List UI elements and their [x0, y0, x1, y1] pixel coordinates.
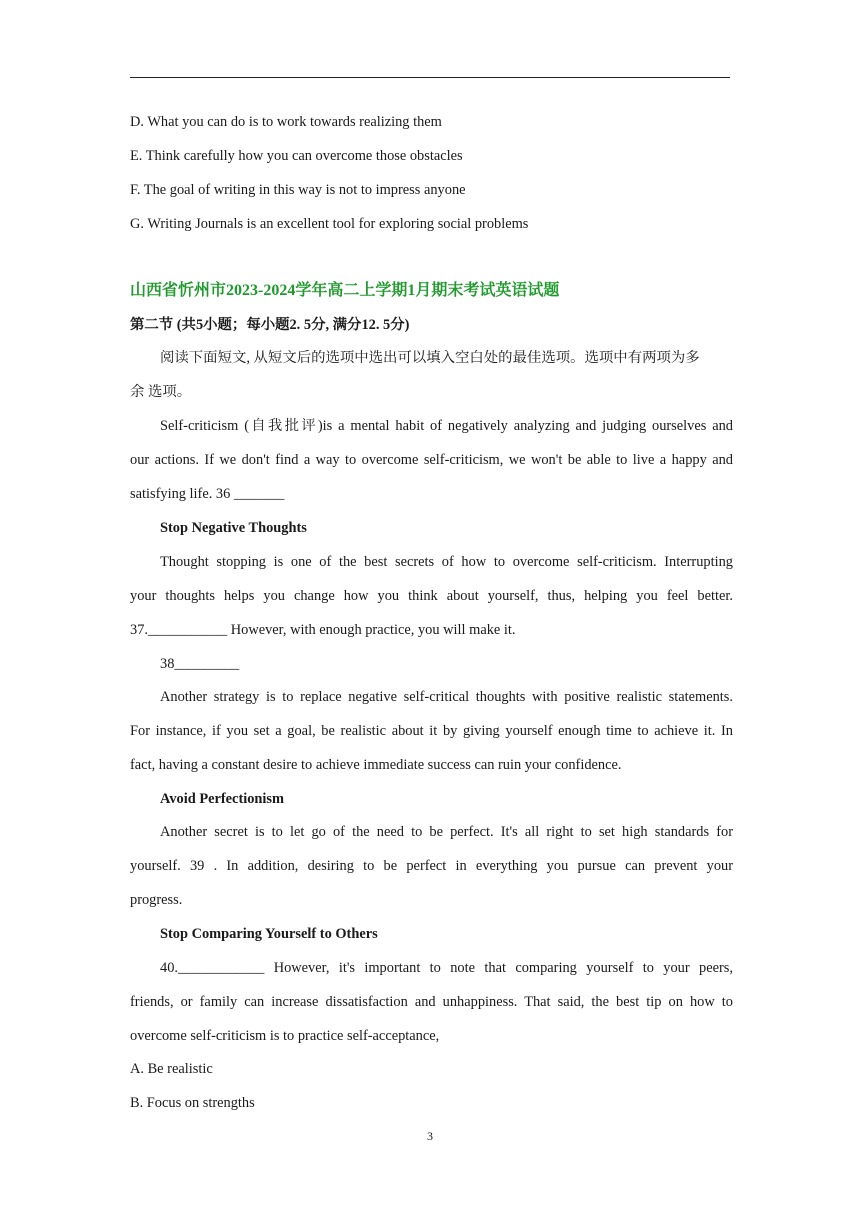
para1-line-3: 37.___________ However, with enough practice, you will make it.: [130, 622, 516, 638]
para1-line-1: Thought stopping is one of the best secrets of how to overcome self-criticism. Interrupting: [160, 554, 733, 570]
heading-avoid-perfectionism: Avoid Perfectionism: [160, 791, 285, 807]
para3-line-1: Another secret is to let go of the need to be perfect. It's all right to set high standards for: [160, 824, 733, 840]
para2-line-1: Another strategy is to replace negative self-critical thoughts with positive realistic statements.: [160, 689, 733, 705]
para3-line-2: yourself. 39 . In addition, desiring to be perfect in everything you pursue can prevent your: [130, 858, 733, 874]
para1-line-2: your thoughts helps you change how you think about yourself, thus, helping you feel better.: [130, 588, 733, 604]
blank-38: 38_________: [160, 656, 240, 672]
header-rule: [130, 77, 730, 78]
para2-line-3: fact, having a constant desire to achieve immediate success can ruin your confidence.: [130, 757, 622, 773]
option-g: G. Writing Journals is an excellent tool for exploring social problems: [130, 216, 529, 232]
para4-line-2: friends, or family can increase dissatisfaction and unhappiness. That said, the best tip on how to: [130, 994, 733, 1010]
intro-line-1: Self-criticism (自我批评)is a mental habit of negatively analyzing and judging ourselves and: [160, 418, 733, 434]
intro-line-2: our actions. If we don't find a way to overcome self-criticism, we won't be able to live a happy and: [130, 452, 733, 468]
option-b: B. Focus on strengths: [130, 1095, 255, 1111]
para4-line-1: 40.____________ However, it's important to note that comparing yourself to your peers,: [160, 960, 733, 976]
heading-stop-negative-thoughts: Stop Negative Thoughts: [160, 520, 307, 536]
instructions-line-1: 阅读下面短文, 从短文后的选项中选出可以填入空白处的最佳选项。选项中有两项为多: [160, 350, 700, 366]
para2-line-2: For instance, if you set a goal, be realistic about it by giving yourself enough time to achieve it. In: [130, 723, 733, 739]
instructions-line-2: 余 选项。: [130, 384, 192, 400]
intro-line-3: satisfying life. 36 _______: [130, 486, 285, 502]
page-number: 3: [427, 1129, 433, 1143]
heading-stop-comparing: Stop Comparing Yourself to Others: [160, 926, 378, 942]
option-d: D. What you can do is to work towards realizing them: [130, 114, 442, 130]
para3-line-3: progress.: [130, 892, 183, 908]
part-heading: 第二节 (共5小题；每小题2. 5分, 满分12. 5分): [130, 317, 410, 333]
para4-line-3: overcome self-criticism is to practice self-acceptance,: [130, 1028, 440, 1044]
section-title: 山西省忻州市2023-2024学年高二上学期1月期末考试英语试题: [130, 282, 560, 299]
option-f: F. The goal of writing in this way is not to impress anyone: [130, 182, 466, 198]
option-e: E. Think carefully how you can overcome those obstacles: [130, 148, 463, 164]
option-a: A. Be realistic: [130, 1061, 213, 1077]
